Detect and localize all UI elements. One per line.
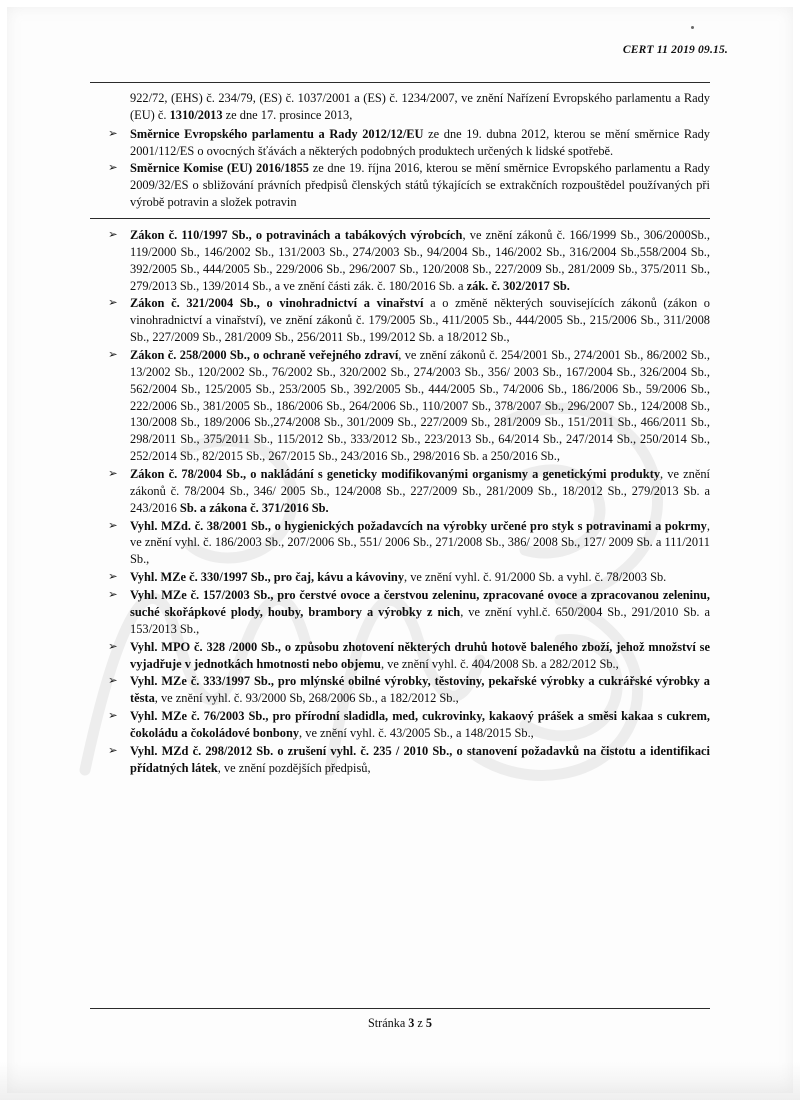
list-item-text: Vyhl. MPO č. 328 /2000 Sb., o způsobu zhotovení některých druhů hotově baleného zboží, jehož množství se vyjadřuje v jednotkách hmotnosti nebo objemu, ve znění vyhl. č. 404/2008 Sb. a 282/2012 Sb.,	[130, 639, 710, 671]
bullet-arrow-icon: ➢	[108, 587, 118, 602]
footer-rule	[90, 1008, 710, 1009]
bullet-arrow-icon: ➢	[108, 742, 118, 757]
list-item-text: Vyhl. MZd. č. 38/2001 Sb., o hygienických požadavcích na výrobky určené pro styk s potravinami a pokrmy, ve znění vyhl. č. 186/2003 Sb., 207/2006 Sb., 551/ 2006 Sb., 271/2008 Sb., 386/ 2008 Sb., 127/ 2009 Sb. a 111/2011 Sb.,	[130, 518, 710, 567]
regulations-list-laws	[90, 227, 710, 777]
list-item-text: Vyhl. MZe č. 157/2003 Sb., pro čerstvé ovoce a čerstvou zeleninu, zpracované ovoce a zpracovanou zeleninu, suché skořápkové plody, houby, brambory a výrobky z nich, ve znění vyhl.č. 650/2004 Sb., 291/2010 Sb. a 153/2013 Sb.,	[130, 588, 710, 636]
header-rule	[90, 82, 710, 83]
regulations-list-directives	[90, 126, 710, 211]
footer-prefix: Stránka	[368, 1016, 409, 1030]
list-item	[90, 227, 710, 294]
bullet-arrow-icon: ➢	[108, 673, 118, 688]
list-item	[90, 126, 710, 160]
bullet-arrow-icon: ➢	[108, 569, 118, 584]
section-divider	[90, 218, 710, 219]
list-item-text: Směrnice Komise (EU) 2016/1855 ze dne 19. října 2016, kterou se mění směrnice Evropského parlamentu a Rady 2009/32/ES o sbližování právních předpisů členských států týkajících se extrakčních rozpouštědel používaných při výrobě potravin a složek potravin	[130, 161, 710, 210]
lead-paragraph: 922/72, (EHS) č. 234/79, (ES) č. 1037/2001 a (ES) č. 1234/2007, ve znění Nařízení Evropského parlamentu a Rady (EU) č. 1310/2013 ze dne 17. prosince 2013,	[130, 91, 710, 122]
list-item	[90, 743, 710, 777]
scan-shadow	[0, 1062, 800, 1100]
header-code: CERT 11 2019 09.15.	[622, 44, 728, 56]
bullet-arrow-icon: ➢	[108, 638, 118, 653]
list-item-text: Vyhl. MZe č. 333/1997 Sb., pro mlýnské obilné výrobky, těstoviny, pekařské výrobky a cukrářské výrobky a těsta, ve znění vyhl. č. 93/2000 Sb, 268/2006 Sb., a 182/2012 Sb.,	[130, 674, 710, 706]
list-item-text: Zákon č. 321/2004 Sb., o vinohradnictví a vinařství a o změně některých souvisejících zákonů (zákon o vinohradnictví a vinařství), ve znění zákonů č. 179/2005 Sb., 411/2005 Sb., 444/2005 Sb., 215/2006 Sb., 311/2008 Sb., 227/2009 Sb., 281/2009 Sb., 256/2011 Sb., 199/2012 Sb. a 18/2012 Sb.,	[130, 296, 710, 345]
list-item	[90, 295, 710, 346]
footer-page-number: 3	[408, 1016, 415, 1030]
list-item	[90, 160, 710, 211]
footer-middle: z	[414, 1016, 426, 1030]
list-item-text: Vyhl. MZd č. 298/2012 Sb. o zrušení vyhl. č. 235 / 2010 Sb., o stanovení požadavků na čistotu a identifikaci přídatných látek, ve znění pozdějších předpisů,	[130, 743, 710, 775]
bullet-arrow-icon: ➢	[108, 125, 118, 140]
bullet-arrow-icon: ➢	[108, 466, 118, 481]
bullet-arrow-icon: ➢	[108, 227, 118, 242]
list-item	[90, 347, 710, 465]
list-item	[90, 639, 710, 673]
bullet-arrow-icon: ➢	[108, 517, 118, 532]
list-item	[90, 466, 710, 517]
list-item-text: Zákon č. 78/2004 Sb., o nakládání s geneticky modifikovanými organismy a genetickými produkty, ve znění zákonů č. 78/2004 Sb., 346/ 2005 Sb., 124/2008 Sb., 227/2009 Sb., 281/2009 Sb., 18/2012 Sb., 279/2013 Sb. a 243/2016 Sb. a zákona č. 371/2016 Sb.	[130, 467, 710, 515]
list-item	[90, 587, 710, 638]
list-item	[90, 673, 710, 707]
bullet-arrow-icon: ➢	[108, 708, 118, 723]
list-item-text: Zákon č. 110/1997 Sb., o potravinách a tabákových výrobcích, ve znění zákonů č. 166/1999 Sb., 306/2000Sb., 119/2000 Sb., 146/2002 Sb., 131/2003 Sb., 274/2003 Sb., 94/2004 Sb., 146/2002 Sb., 316/2004 Sb.,558/2004 Sb., 392/2005 Sb., 444/2005 Sb., 229/2006 Sb., 296/2007 Sb., 120/2008 Sb., 227/2009 Sb., 281/2009 Sb., 375/2011 Sb., 279/2013 Sb., 139/2014 Sb., a ve znění části zák. č. 180/2016 Sb. a zák. č. 302/2017 Sb.	[130, 228, 710, 293]
list-item-text: Vyhl. MZe č. 76/2003 Sb., pro přírodní sladidla, med, cukrovinky, kakaový prášek a směsi kakaa s cukrem, čokoládu a čokoládové bonbony, ve znění vyhl. č. 43/2005 Sb., a 148/2015 Sb.,	[130, 709, 710, 740]
bullet-arrow-icon: ➢	[108, 160, 118, 175]
list-item-text: Směrnice Evropského parlamentu a Rady 2012/12/EU ze dne 19. dubna 2012, kterou se mění směrnice Rady 2001/112/ES o ovocných šťávách a některých podobných produktech určených k lidské spotřebě.	[130, 126, 710, 158]
list-item	[90, 569, 710, 586]
list-item-text: Vyhl. MZe č. 330/1997 Sb., pro čaj, kávu a kávoviny, ve znění vyhl. č. 91/2000 Sb. a vyhl. č. 78/2003 Sb.	[130, 570, 667, 585]
list-item	[90, 518, 710, 569]
document-body	[90, 90, 710, 778]
bullet-arrow-icon: ➢	[108, 295, 118, 310]
footer-total-pages: 5	[425, 1016, 432, 1030]
list-item	[90, 708, 710, 742]
bullet-arrow-icon: ➢	[108, 347, 118, 362]
list-item-text: Zákon č. 258/2000 Sb., o ochraně veřejného zdraví, ve znění zákonů č. 254/2001 Sb., 274/2001 Sb., 86/2002 Sb., 13/2002 Sb., 120/2002 Sb., 76/2002 Sb., 320/2002 Sb., 274/2003 Sb., 356/ 2003 Sb., 167/2004 Sb., 326/2004 Sb., 562/2004 Sb., 125/2005 Sb., 253/2005 Sb., 392/2005 Sb., 444/2005 Sb., 74/2006 Sb., 186/2006 Sb., 59/2006 Sb., 222/2006 Sb., 381/2005 Sb., 186/2006 Sb., 264/2006 Sb., 110/2007 Sb., 378/2007 Sb., 296/2007 Sb., 124/2008 Sb., 130/2008 Sb., 189/2006 Sb.,274/2008 Sb., 301/2009 Sb., 227/2009 Sb., 281/2009 Sb., 151/2011 Sb., 466/2011 Sb., 298/2011 Sb., 375/2011 Sb., 115/2012 Sb., 333/2012 Sb., 223/2013 Sb., 64/2014 Sb., 247/2014 Sb., 250/2014 Sb., 252/2014 Sb., 82/2015 Sb., 267/2015 Sb., 243/2016 Sb., 298/2016 Sb. a 250/2016 Sb.,	[130, 348, 710, 464]
page-footer	[0, 1016, 800, 1031]
scan-speck	[691, 26, 694, 29]
